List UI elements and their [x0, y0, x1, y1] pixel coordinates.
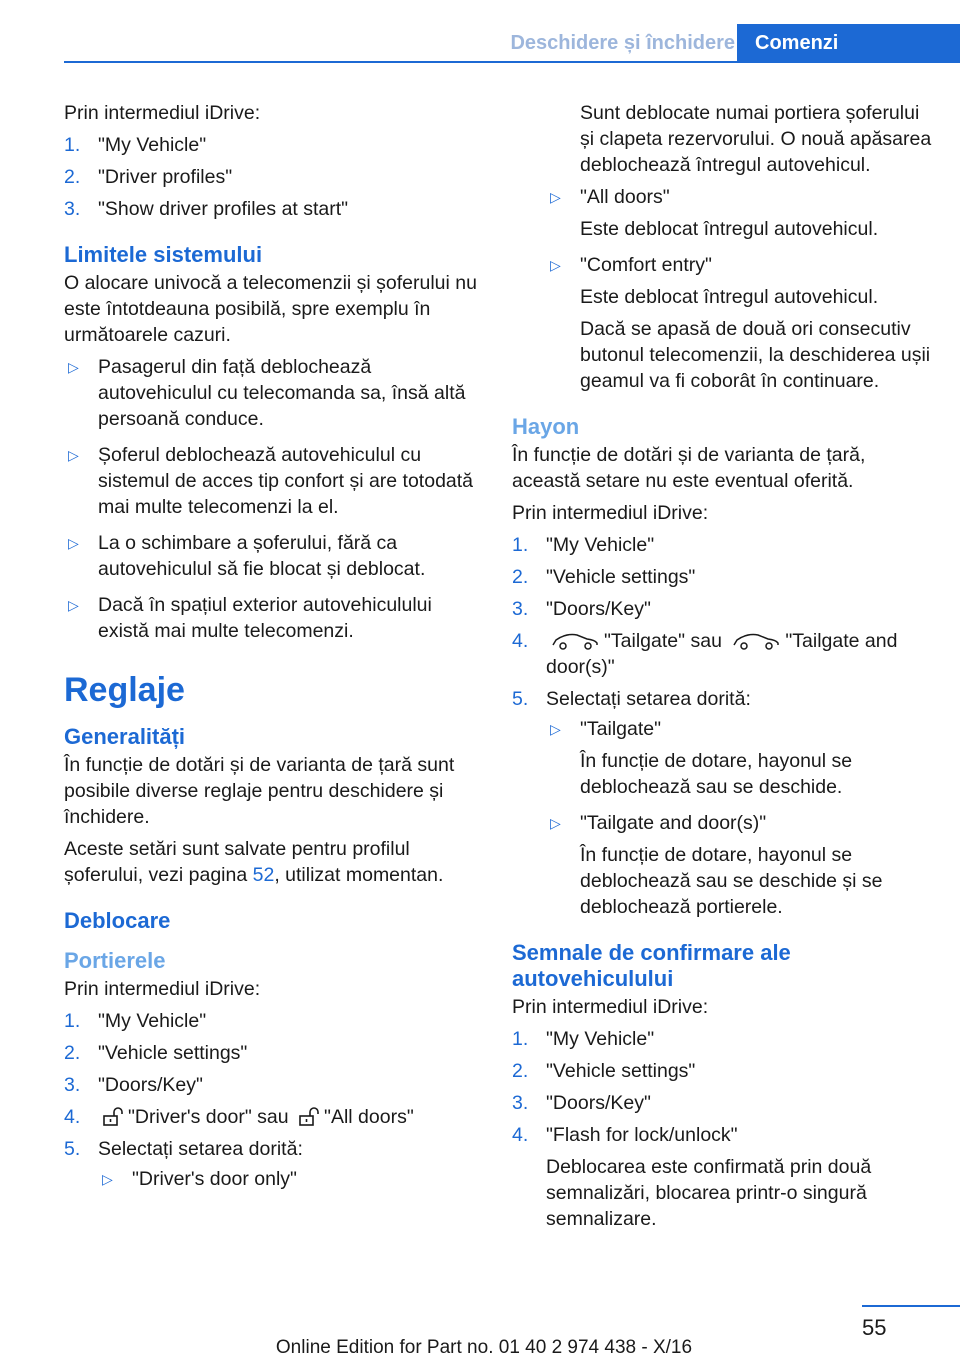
continued-text: Sunt deblocate numai portiera șoferului și clapeta rezervorului. O nouă apăsarea deblochează întregul autovehicul. [580, 102, 932, 176]
list-item [64, 1136, 484, 1192]
triangle-right-icon: ▷ [550, 721, 561, 737]
option-label: "All doors" [580, 186, 670, 208]
steps-flash [512, 1026, 932, 1232]
left-column [64, 100, 484, 1202]
step-number: 3. [512, 1092, 529, 1114]
general-text: În funcție de dotări și de varianta de țară sunt posibile diverse reglaje pentru deschidere și închidere. [64, 754, 455, 828]
car-icon [550, 631, 600, 651]
list-item [64, 164, 484, 190]
step-text: "Vehicle settings" [98, 1042, 248, 1064]
list-item [546, 184, 932, 242]
door-options-cont [546, 184, 932, 394]
step-detail: Deblocarea este confirmată prin două semnalizări, blocarea printr-o singură semnalizare. [546, 1156, 872, 1230]
text-segment: Aceste setări sunt salvate pentru profilul șoferului, vezi pagina [64, 838, 410, 886]
step-text: "My Vehicle" [98, 1010, 207, 1032]
step-text: "Tailgate" sau [604, 630, 722, 652]
step-number: 1. [512, 534, 529, 556]
general-heading: Generalități [64, 724, 186, 749]
step-text: "Tailgate and door(s)" [546, 630, 898, 678]
online-edition-note: Online Edition for Part no. 01 40 2 974 438 - X/16 [275, 1337, 693, 1358]
list-item [512, 532, 932, 558]
step-number: 3. [64, 1074, 81, 1096]
step-text: "Vehicle settings" [546, 566, 696, 588]
list-item [64, 1072, 484, 1098]
limits-text: O alocare univocă a telecomenzii și șoferului nu este întotdeauna posibilă, spre exemplu în următoarele cazuri. [64, 272, 477, 346]
semnale-heading: Semnale de confirmare ale autovehiculului [512, 940, 791, 991]
list-item [512, 596, 932, 622]
list-item [512, 564, 932, 590]
hayon-heading: Hayon [512, 414, 580, 439]
step-text: "Flash for lock/unlock" [546, 1124, 738, 1146]
tailgate-options [546, 716, 932, 920]
step-number: 2. [512, 566, 529, 588]
step-number: 2. [512, 1060, 529, 1082]
header-rule [64, 61, 960, 63]
list-item [512, 1090, 932, 1116]
header-chapter-tab: Comenzi [737, 24, 960, 62]
list-item [64, 530, 484, 582]
triangle-right-icon: ▷ [68, 359, 79, 375]
bullet-text: Dacă în spațiul exterior autovehiculului există mai multe telecomenzi. [98, 594, 432, 642]
step-text: "Show driver profiles at start" [98, 198, 349, 220]
bullet-text: La o schimbare a șoferului, fără ca autovehiculul să fie blocat și deblocat. [98, 532, 426, 580]
step-text: "Doors/Key" [546, 598, 651, 620]
page-number: 55 [862, 1315, 887, 1340]
step-number: 4. [64, 1106, 81, 1128]
page-link[interactable]: 52 [252, 864, 275, 886]
step-number: 1. [64, 134, 81, 156]
portierele-intro: Prin intermediul iDrive: [64, 978, 261, 1000]
option-text: Este deblocat întregul autovehicul. [580, 286, 879, 308]
triangle-right-icon: ▷ [550, 815, 561, 831]
step-text: "Doors/Key" [546, 1092, 651, 1114]
unlock-icon [298, 1107, 320, 1127]
triangle-right-icon: ▷ [102, 1171, 113, 1187]
steps-doors [64, 1008, 484, 1192]
step-text: "Doors/Key" [98, 1074, 203, 1096]
list-item [64, 592, 484, 644]
step-number: 3. [64, 198, 81, 220]
hayon-text: În funcție de dotări și de varianta de țară, această setare nu este eventual oferită. [512, 444, 866, 492]
option-text: Dacă se apasă de două ori consecutiv butonul telecomenzii, la deschiderea ușii geamul va fi coborât în continuare. [580, 318, 931, 392]
step-number: 1. [64, 1010, 81, 1032]
step-text: "My Vehicle" [546, 534, 655, 556]
list-item [64, 1104, 484, 1130]
option-label: "Driver's door only" [132, 1168, 297, 1190]
step-text: "My Vehicle" [98, 134, 207, 156]
steps-tailgate [512, 532, 932, 920]
step-text: "Vehicle settings" [546, 1060, 696, 1082]
step-number: 4. [512, 1124, 529, 1146]
bullet-text: Pasagerul din față deblochează autovehiculul cu telecomanda sa, însă altă persoană conduce. [98, 356, 466, 430]
step-number: 3. [512, 598, 529, 620]
triangle-right-icon: ▷ [550, 189, 561, 205]
list-item [512, 1058, 932, 1084]
list-item [64, 354, 484, 432]
step-text: "My Vehicle" [546, 1028, 655, 1050]
hayon-intro: Prin intermediul iDrive: [512, 502, 709, 524]
right-column [512, 100, 932, 1238]
deblocare-heading: Deblocare [64, 908, 171, 933]
list-item [64, 442, 484, 520]
list-item [64, 1040, 484, 1066]
intro-text: Prin intermediul iDrive: [64, 102, 261, 124]
step-number: 5. [512, 688, 529, 710]
step-text: Selectați setarea dorită: [546, 688, 751, 710]
page-header [0, 24, 960, 62]
step-text: Selectați setarea dorită: [98, 1138, 303, 1160]
semnale-intro: Prin intermediul iDrive: [512, 996, 709, 1018]
list-item [64, 132, 484, 158]
step-number: 5. [64, 1138, 81, 1160]
step-text: "All doors" [324, 1106, 414, 1128]
footer-rule [862, 1305, 960, 1307]
bullet-text: Șoferul deblochează autovehiculul cu sistemul de acces tip confort și are totodată mai multe telecomenzi la el. [98, 444, 474, 518]
option-label: "Comfort entry" [580, 254, 712, 276]
option-label: "Tailgate and door(s)" [580, 812, 767, 834]
step-number: 1. [512, 1028, 529, 1050]
option-label: "Tailgate" [580, 718, 662, 740]
triangle-right-icon: ▷ [68, 447, 79, 463]
header-section-title: Deschidere și închidere [510, 32, 735, 54]
portierele-heading: Portierele [64, 948, 166, 973]
step-text: "Driver profiles" [98, 166, 233, 188]
list-item [512, 628, 932, 680]
steps-driver-profiles [64, 132, 484, 222]
triangle-right-icon: ▷ [550, 257, 561, 273]
general-text-2 [64, 836, 484, 888]
step-text: "Driver's door" sau [128, 1106, 289, 1128]
text-segment: , utilizat momentan. [274, 864, 444, 886]
triangle-right-icon: ▷ [68, 597, 79, 613]
step-number: 2. [64, 1042, 81, 1064]
triangle-right-icon: ▷ [68, 535, 79, 551]
car-icon [731, 631, 781, 651]
list-item [546, 810, 932, 920]
list-item [512, 1122, 932, 1232]
list-item [64, 1008, 484, 1034]
door-options [98, 1166, 484, 1192]
option-text: În funcție de dotare, hayonul se deblochează sau se deschide și se deblochează portierele. [580, 844, 883, 918]
list-item [512, 1026, 932, 1052]
option-text: În funcție de dotare, hayonul se deblochează sau se deschide. [580, 750, 853, 798]
limits-bullets [64, 354, 484, 644]
step-number: 2. [64, 166, 81, 188]
option-text: Este deblocat întregul autovehicul. [580, 218, 879, 240]
limits-heading: Limitele sistemului [64, 242, 263, 267]
list-item [512, 686, 932, 920]
list-item [546, 252, 932, 394]
list-item [64, 196, 484, 222]
unlock-icon [102, 1107, 124, 1127]
step-number: 4. [512, 630, 529, 652]
list-item [98, 1166, 484, 1192]
list-item [546, 716, 932, 800]
reglaje-heading: Reglaje [64, 671, 185, 709]
